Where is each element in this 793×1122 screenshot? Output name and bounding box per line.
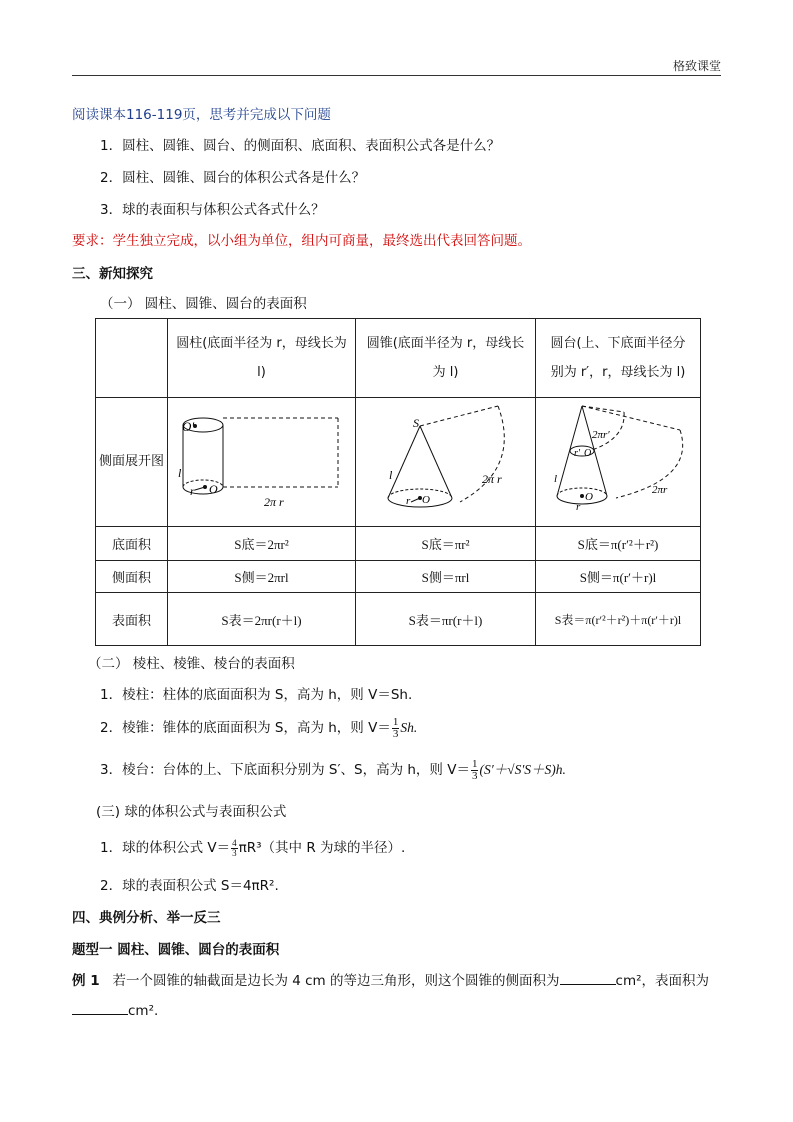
frustum-net-diagram bbox=[536, 398, 701, 527]
sphere-area: 2．球的表面积公式 S＝4πR². bbox=[100, 878, 279, 894]
type1-title: 题型一 圆柱、圆锥、圆台的表面积 bbox=[72, 942, 280, 958]
reading-instruction: 阅读课本116-119页，思考并完成以下问题 bbox=[72, 107, 331, 123]
pyramid-volume: 2．棱锥：锥体的底面面积为 S，高为 h，则 V＝ $\frac{1}{3}$ Sh. bbox=[100, 715, 418, 740]
frustum-lateral-area: S侧＝π(r′＋r)l bbox=[536, 561, 701, 593]
frus-r-label: r bbox=[576, 501, 581, 513]
cone-r-label: r bbox=[406, 495, 411, 507]
col-header-frustum: 圆台(上、下底面半径分 别为 r′，r，母线长为 l) bbox=[536, 319, 701, 398]
col-header-cylinder: 圆柱(底面半径为 r，母线长为 l) bbox=[168, 319, 356, 398]
row-label-surface: 表面积 bbox=[96, 593, 168, 646]
frus-arc-label: 2πr bbox=[652, 484, 668, 496]
cyl-o-label: O bbox=[209, 482, 218, 496]
cylinder-net-diagram bbox=[168, 398, 356, 527]
col-header-cone: 圆锥(底面半径为 r，母线长 为 l) bbox=[356, 319, 536, 398]
sphere-volume: 1．球的体积公式 V＝ $\frac{4}{3}$ πR³（其中 R 为球的半径）. bbox=[100, 837, 406, 858]
answer-blank-lateral[interactable] bbox=[560, 972, 616, 985]
prism-volume: 1．棱柱：柱体的底面面积为 S，高为 h，则 V＝Sh. bbox=[100, 687, 413, 703]
frus-top-arc-label: 2πr′ bbox=[592, 429, 610, 441]
cone-arc-label: 2π r bbox=[482, 472, 502, 486]
row-label-lateral: 侧面积 bbox=[96, 561, 168, 593]
row-label-net: 侧面展开图 bbox=[96, 398, 168, 527]
frustum-surface-area: S表＝π(r′²＋r²)＋π(r′＋r)l bbox=[536, 593, 701, 646]
cone-net-diagram bbox=[356, 398, 536, 527]
cone-net-svg bbox=[356, 398, 535, 522]
cone-lateral-area: S侧＝πrl bbox=[356, 561, 536, 593]
cylinder-base-area: S底＝2πr² bbox=[168, 527, 356, 561]
cylinder-lateral-area: S侧＝2πrl bbox=[168, 561, 356, 593]
section4-title: 四、典例分析、举一反三 bbox=[72, 910, 221, 926]
frustum-volume: 3．棱台：台体的上、下底面积分别为 S′、S，高为 h，则 V＝ $\frac{1}{3}$ (S′＋√S′S＋S)h. bbox=[100, 757, 566, 782]
frustum-net-svg bbox=[536, 398, 700, 522]
requirement-text: 要求：学生独立完成，以小组为单位，组内可商量，最终选出代表回答问题。 bbox=[72, 233, 531, 249]
answer-blank-surface[interactable] bbox=[72, 1002, 128, 1015]
cone-base-area: S底＝πr² bbox=[356, 527, 536, 561]
surface-area-table bbox=[95, 318, 701, 646]
cone-surface-area: S表＝πr(r＋l) bbox=[356, 593, 536, 646]
example-1-cont: cm². bbox=[72, 1002, 158, 1019]
cyl-arc-label: 2π r bbox=[264, 495, 284, 509]
frus-r1-label: r′ bbox=[574, 448, 581, 459]
frus-o1-label: O bbox=[584, 448, 592, 459]
row-label-base: 底面积 bbox=[96, 527, 168, 561]
section3-title: 三、新知探究 bbox=[72, 266, 153, 282]
frustum-base-area: S底＝π(r′²＋r²) bbox=[536, 527, 701, 561]
table-corner bbox=[96, 319, 168, 398]
frus-l-label: l bbox=[554, 473, 558, 485]
cylinder-net-svg bbox=[168, 398, 355, 522]
cyl-l-label: l bbox=[178, 466, 182, 480]
question-3: 3．球的表面积与体积公式各式什么？ bbox=[100, 202, 325, 218]
cylinder-surface-area: S表＝2πr(r＋l) bbox=[168, 593, 356, 646]
frus-o-label: O bbox=[585, 491, 593, 503]
cyl-r-label: r bbox=[190, 484, 195, 498]
cone-s-label: S bbox=[413, 416, 419, 430]
example-1: 例 1 若一个圆锥的轴截面是边长为 4 cm 的等边三角形，则这个圆锥的侧面积为 cm²，表面积为 bbox=[72, 973, 710, 989]
question-2: 2．圆柱、圆锥、圆台的体积公式各是什么？ bbox=[100, 170, 366, 186]
question-1: 1．圆柱、圆锥、圆台、的侧面积、底面积、表面积公式各是什么？ bbox=[100, 138, 501, 154]
subsection2-title: （二） 棱柱、棱锥、棱台的表面积 bbox=[88, 656, 295, 672]
subsection1-title: （一） 圆柱、圆锥、圆台的表面积 bbox=[100, 296, 307, 312]
header-brand: 格致课堂 bbox=[672, 59, 721, 73]
cone-o-label: O bbox=[422, 494, 430, 506]
cone-l-label: l bbox=[389, 468, 393, 482]
header-divider bbox=[72, 75, 721, 76]
subsection3-title: (三) 球的体积公式与表面积公式 bbox=[96, 804, 287, 820]
cyl-top-label: O′ bbox=[182, 419, 195, 434]
